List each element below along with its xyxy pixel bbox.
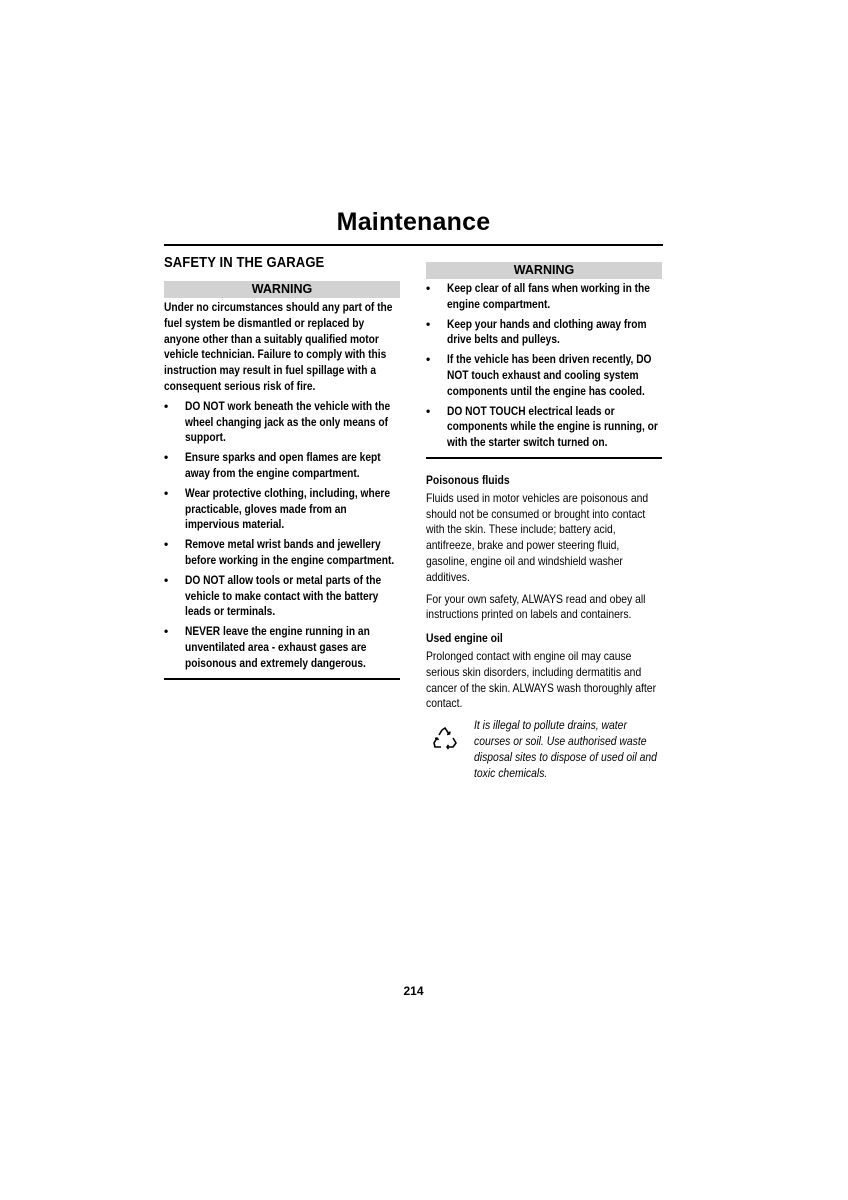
poisonous-fluids-heading: Poisonous fluids [426, 472, 510, 487]
warning-list [426, 281, 662, 451]
bullet-icon: • [164, 450, 169, 465]
environment-note-text: It is illegal to pollute drains, water courses or soil. Use authorised waste disposal sites to dispose of used oil and toxic chemicals. [474, 718, 657, 780]
bullet-icon: • [164, 624, 169, 639]
bullet-icon: • [164, 572, 169, 587]
used-oil-text: Prolonged contact with engine oil may cause serious skin disorders, including dermatitis and cancer of the skin. ALWAYS wash thoroughly after contact. [426, 648, 657, 711]
list-item: • DO NOT work beneath the vehicle with the wheel changing jack as the only means of support. [164, 398, 391, 445]
warning-end-rule [426, 457, 662, 459]
recycle-icon [432, 726, 458, 752]
title-rule [164, 244, 663, 246]
section-heading: SAFETY IN THE GARAGE [164, 255, 325, 271]
warning-label: WARNING [426, 262, 662, 279]
bullet-icon: • [164, 537, 169, 552]
bullet-icon: • [164, 485, 169, 500]
list-item: • Ensure sparks and open flames are kept away from the engine compartment. [164, 450, 381, 480]
bullet-icon: • [164, 398, 169, 413]
page-number: 214 [403, 984, 424, 998]
bullet-icon: • [426, 316, 431, 331]
list-item: • NEVER leave the engine running in an unventilated area - exhaust gases are poisonous and extremely dangerous. [164, 624, 370, 670]
list-item: • DO NOT TOUCH electrical leads or components while the engine is running, or with the starter switch turned on. [426, 403, 658, 450]
warning-intro: Under no circumstances should any part of the fuel system be dismantled or replaced by anyone other than a suitably qualified motor vehicle technician. Failure to comply with this instruction may result in fuel spillage with a consequent serious risk of fire. [164, 301, 393, 393]
warning-label: WARNING [164, 281, 400, 298]
poisonous-fluids-text: Fluids used in motor vehicles are poisonous and should not be consumed or brought into contact with the skin. These include; battery acid, antifreeze, brake and power steering fluid, gasoline, engine oil and windshield washer additives. [426, 490, 649, 584]
environment-note [426, 718, 662, 788]
right-column [426, 262, 662, 788]
page-title: Maintenance [336, 208, 491, 236]
list-item: • DO NOT allow tools or metal parts of the vehicle to make contact with the battery leads or terminals. [164, 572, 382, 619]
list-item: • Keep your hands and clothing away from drive belts and pulleys. [426, 316, 647, 347]
left-column [164, 255, 400, 680]
list-item: • If the vehicle has been driven recently, DO NOT touch exhaust and cooling system components until the engine has cooled. [426, 352, 652, 398]
used-oil-heading: Used engine oil [426, 631, 503, 646]
safety-instructions-text: For your own safety, ALWAYS read and obey all instructions printed on labels and containers. [426, 591, 646, 622]
bullet-icon: • [426, 352, 431, 367]
list-item: • Remove metal wrist bands and jewellery before working in the engine compartment. [164, 537, 395, 567]
warning-list [164, 399, 400, 672]
warning-end-rule [164, 678, 400, 680]
list-item: • Wear protective clothing, including, where practicable, gloves made from an impervious material. [164, 485, 391, 532]
list-item: • Keep clear of all fans when working in the engine compartment. [426, 281, 650, 311]
bullet-icon: • [426, 281, 431, 295]
bullet-icon: • [426, 403, 431, 418]
